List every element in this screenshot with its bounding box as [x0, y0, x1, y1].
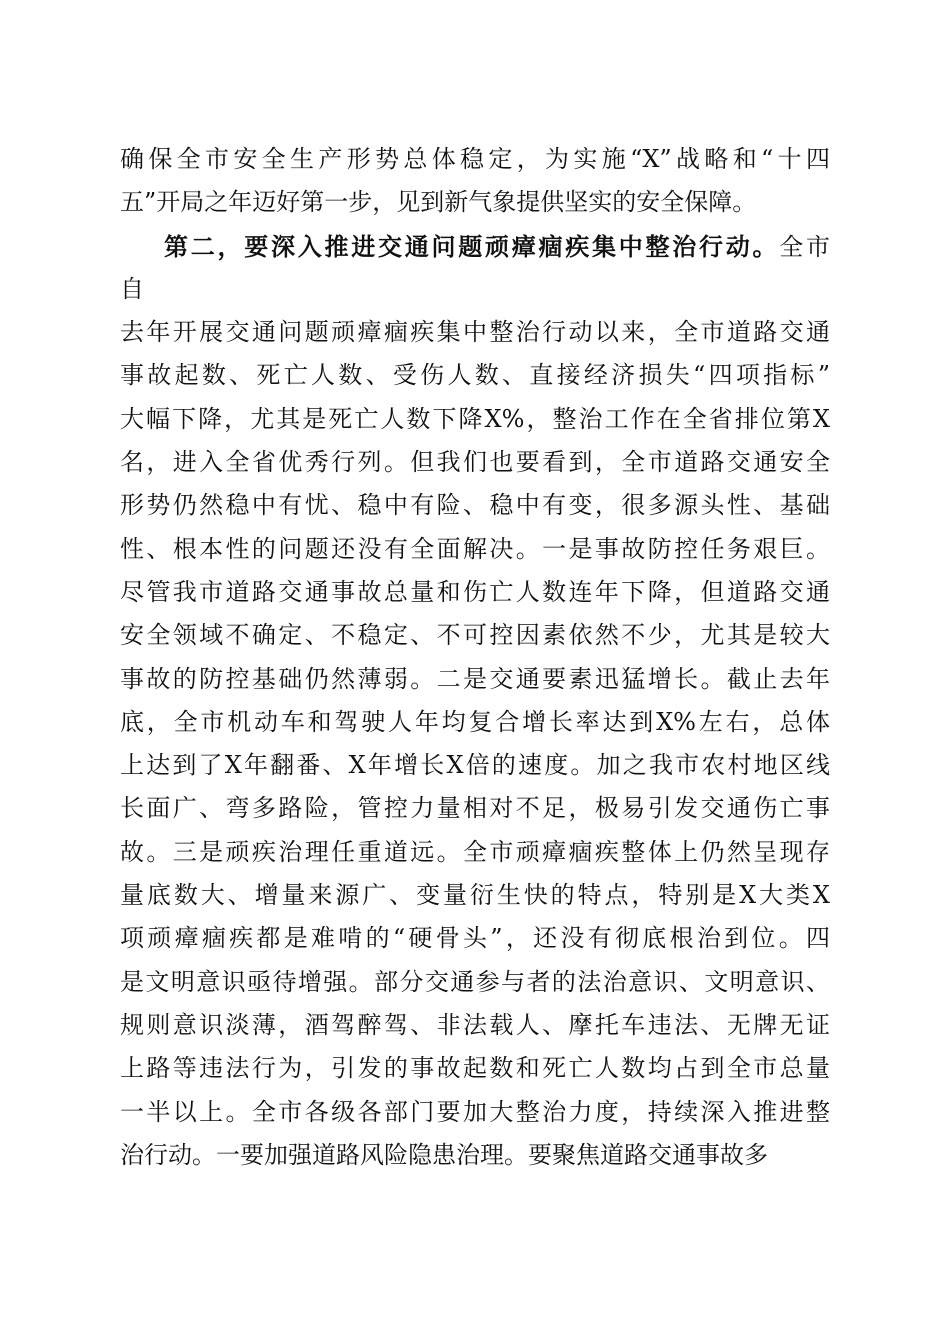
body-text — [120, 138, 830, 1177]
text-line-17: 故。三是顽疾治理任重道远。全市顽瘴痼疾整体上仍然呈现存 — [120, 837, 830, 866]
text-line-24: 治行动。一要加强道路风险隐患治理。要聚焦道路交通事故多 — [120, 1140, 768, 1169]
text-line-12: 安全领域不确定、不稳定、不可控因素依然不少，尤其是较大 — [120, 621, 830, 650]
text-line-16: 长面广、弯多路险，管控力量相对不足，极易引发交通伤亡事 — [120, 794, 830, 823]
paragraph-heading: 第二，要深入推进交通问题顽瘴痼疾集中整治行动。 — [164, 231, 780, 261]
text-line-5: 去年开展交通问题顽瘴痼疾集中整治行动以来，全市道路交通 — [120, 318, 830, 347]
text-line-6: 事故起数、死亡人数、受伤人数、直接经济损失“四项指标” — [120, 361, 830, 390]
text-line-22: 上路等违法行为，引发的事故起数和死亡人数均占到全市总量 — [120, 1054, 830, 1083]
text-line-14: 底，全市机动车和驾驶人年均复合增长率达到X%左右，总体 — [120, 707, 830, 736]
text-line-10: 性、根本性的问题还没有全面解决。一是事故防控任务艰巨。 — [120, 534, 830, 563]
text-line-4: 自 — [120, 274, 144, 303]
text-line-13: 事故的防控基础仍然薄弱。二是交通要素迅猛增长。截止去年 — [120, 664, 830, 693]
text-line-21: 规则意识淡薄，酒驾醉驾、非法载人、摩托车违法、无牌无证 — [120, 1010, 830, 1039]
text-line-18: 量底数大、增量来源广、变量衍生快的特点，特别是X大类X — [120, 881, 830, 910]
paragraph-lead-tail: 全市 — [779, 232, 830, 261]
text-line-19: 项顽瘴痼疾都是难啃的“硬骨头”，还没有彻底根治到位。四 — [120, 924, 830, 953]
text-line-20: 是文明意识亟待增强。部分交通参与者的法治意识、文明意识、 — [120, 967, 830, 996]
text-line-23: 一半以上。全市各级各部门要加大整治力度，持续深入推进整 — [120, 1097, 830, 1126]
text-line-15: 上达到了X年翻番、X年增长X倍的速度。加之我市农村地区线 — [120, 751, 830, 780]
text-line-1: 确保全市安全生产形势总体稳定，为实施“X”战略和“十四 — [120, 145, 830, 173]
paragraph-lead-line — [120, 225, 830, 268]
text-line-11: 尽管我市道路交通事故总量和伤亡人数连年下降，但道路交通 — [120, 577, 830, 606]
text-line-9: 形势仍然稳中有忧、稳中有险、稳中有变，很多源头性、基础 — [120, 491, 830, 520]
text-line-7: 大幅下降，尤其是死亡人数下降X%，整治工作在全省排位第X — [120, 404, 830, 433]
text-line-2: 五”开局之年迈好第一步，见到新气象提供坚实的安全保障。 — [120, 188, 757, 217]
text-line-8: 名，进入全省优秀行列。但我们也要看到，全市道路交通安全 — [120, 448, 830, 477]
